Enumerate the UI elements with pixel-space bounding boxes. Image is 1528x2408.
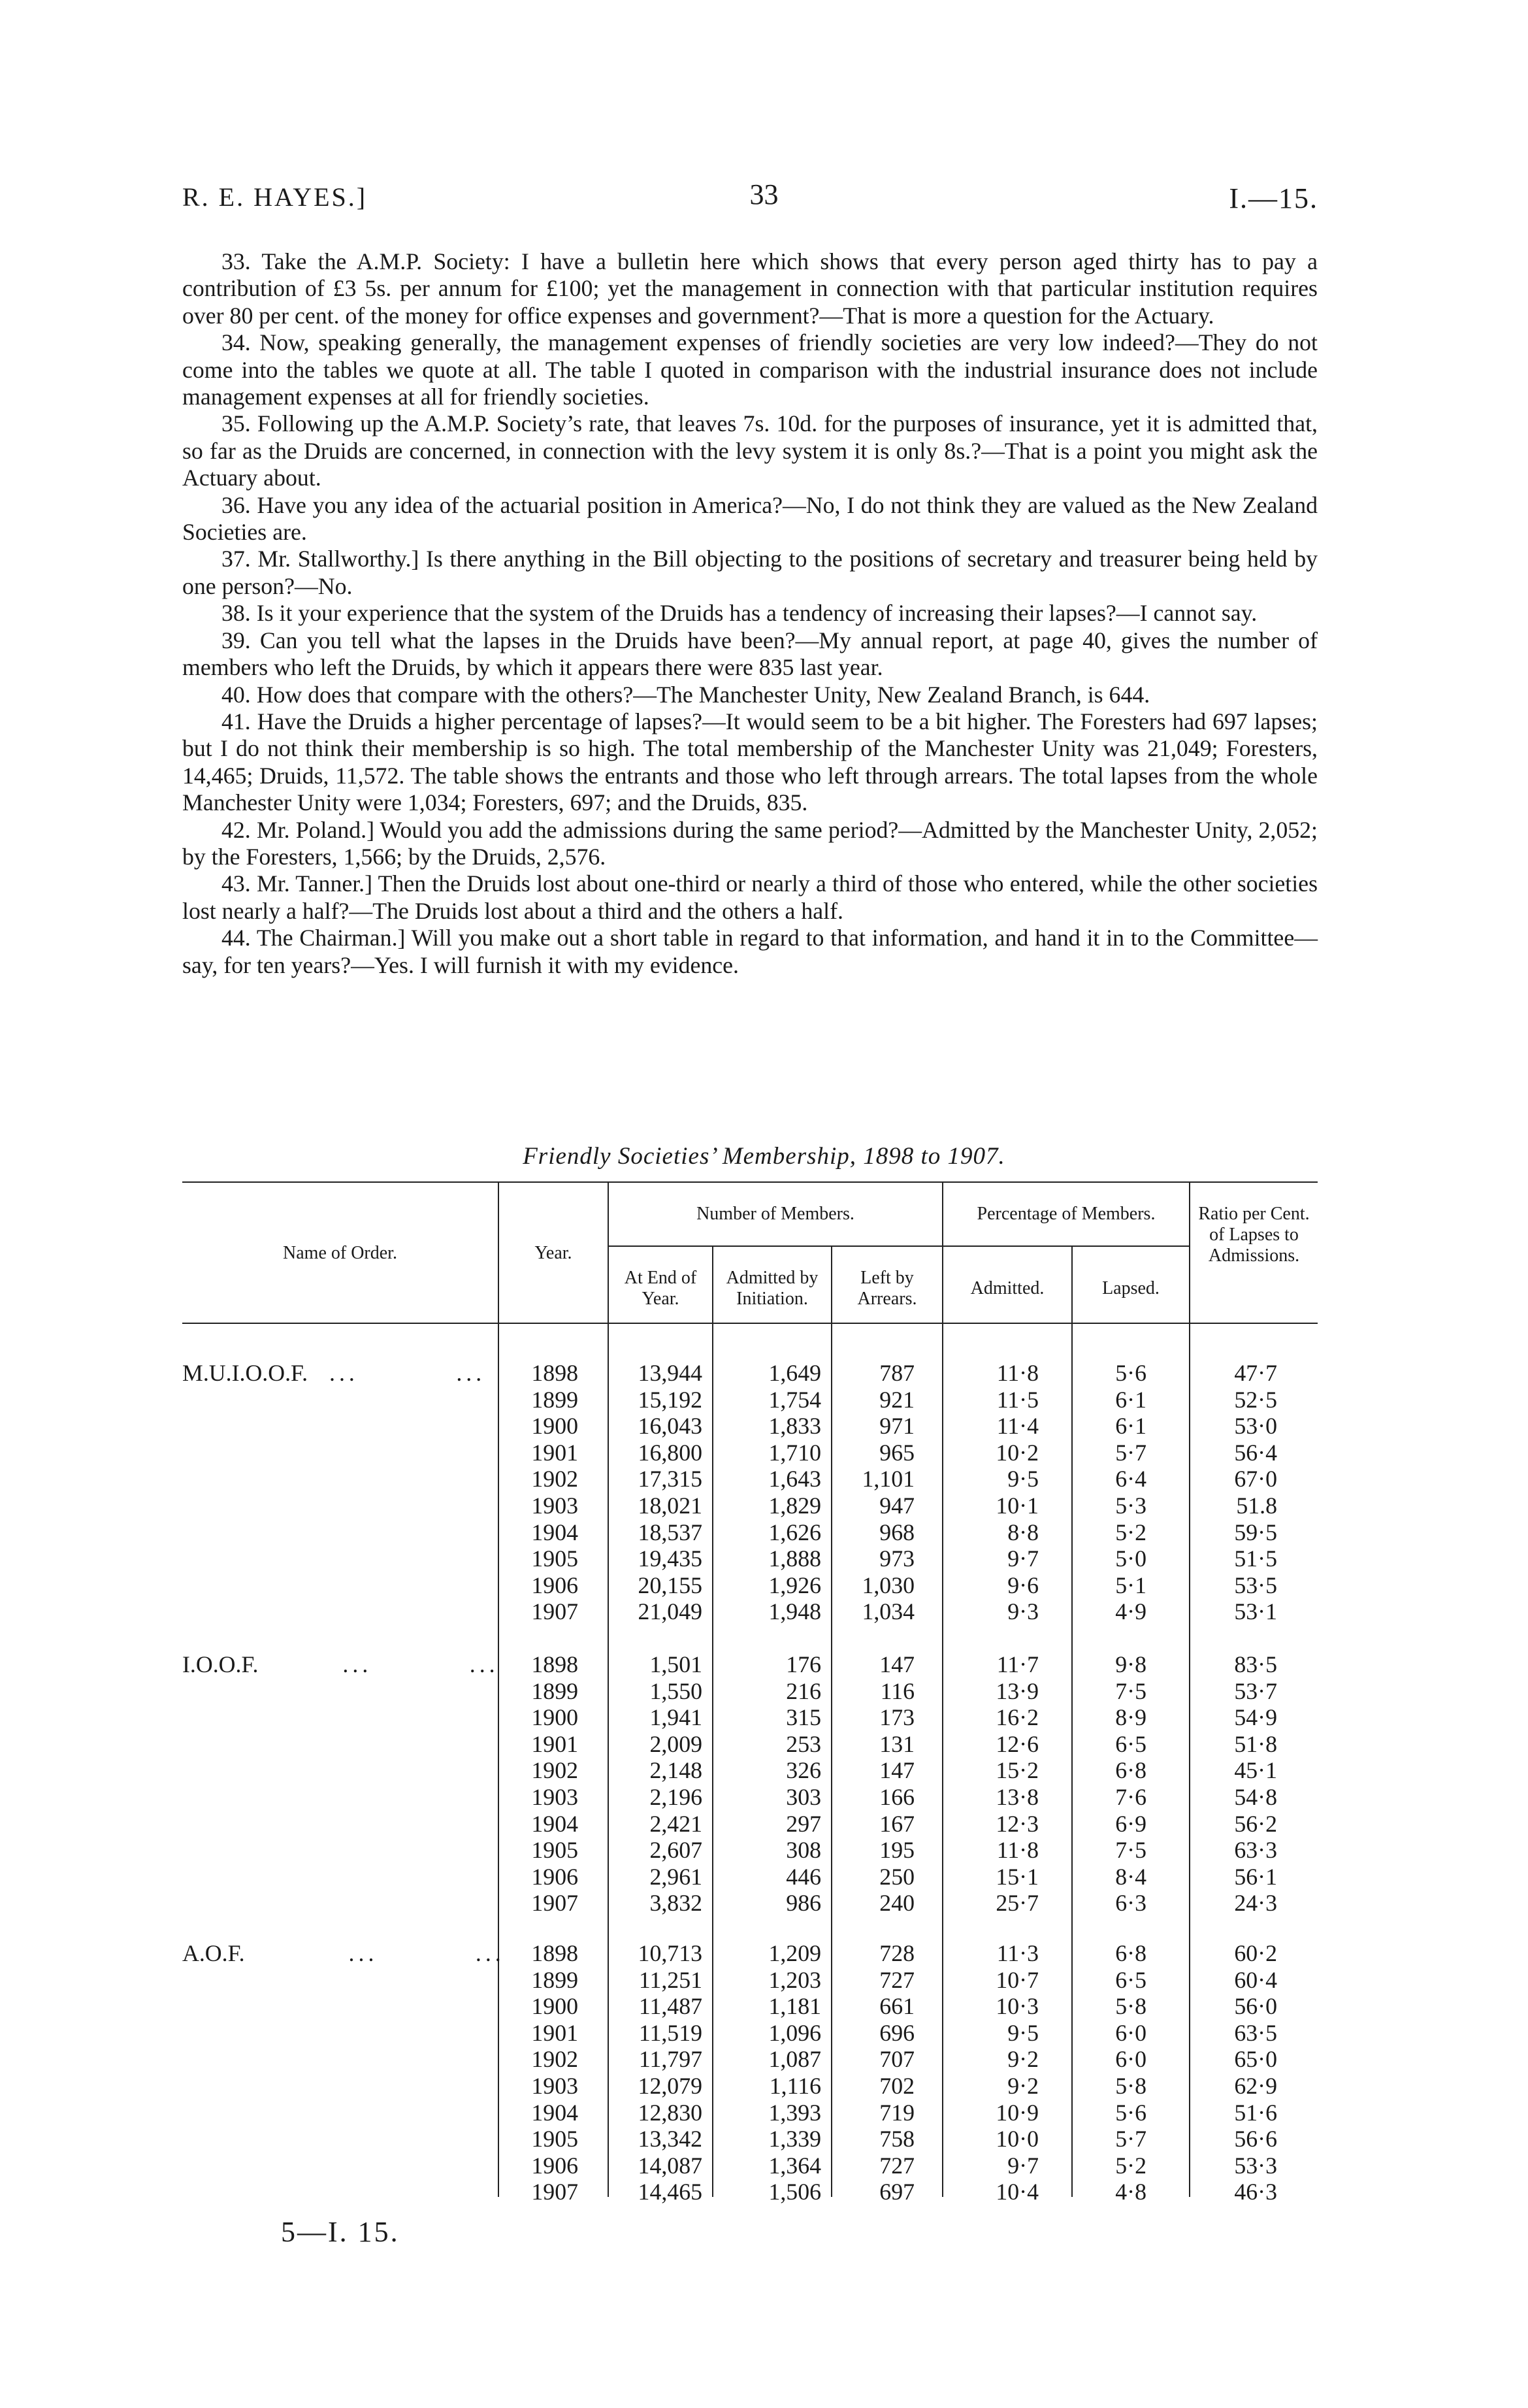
lapsed-percent-cell: 5·3 <box>1115 1493 1146 1519</box>
admitted-percent-cell: 10·3 <box>996 1993 1039 2020</box>
order-name-label: M.U.I.O.O.F. <box>182 1360 308 1386</box>
end-of-year-cell: 16,043 <box>638 1413 702 1440</box>
admitted-by-initiation-cell: 1,626 <box>768 1519 821 1545</box>
admitted-by-initiation-cell: 1,829 <box>768 1493 821 1519</box>
end-of-year-cell: 2,148 <box>649 1757 702 1784</box>
lapsed-percent-cell: 6·3 <box>1115 1890 1146 1917</box>
end-of-year-cell: 1,941 <box>649 1704 702 1731</box>
end-of-year-cell: 2,421 <box>649 1810 702 1837</box>
admitted-by-initiation-cell: 1,754 <box>768 1386 821 1413</box>
end-of-year-cell: 10,713 <box>638 1940 702 1966</box>
admitted-percent-cell: 11·7 <box>996 1651 1039 1677</box>
end-of-year-cell: 19,435 <box>638 1545 702 1572</box>
header-admitted: Admitted. <box>970 1278 1045 1298</box>
admitted-percent-cell: 8·8 <box>1007 1519 1039 1545</box>
left-by-arrears-cell: 131 <box>879 1730 915 1757</box>
admitted-by-initiation-cell: 1,203 <box>768 1966 821 1993</box>
order-name-label: I.O.O.F. <box>182 1651 259 1677</box>
lapsed-percent-cell: 5·0 <box>1115 1545 1146 1572</box>
table-row <box>0 2045 1528 2072</box>
admitted-by-initiation-cell: 1,643 <box>768 1466 821 1493</box>
end-of-year-cell: 1,501 <box>649 1651 702 1677</box>
year-cell: 1907 <box>531 2179 578 2205</box>
admitted-percent-cell: 10·1 <box>996 1493 1039 1519</box>
table-row <box>0 1439 1528 1466</box>
end-of-year-cell: 3,832 <box>649 1890 702 1917</box>
year-cell: 1906 <box>531 1863 578 1890</box>
year-cell: 1904 <box>531 2099 578 2126</box>
year-cell: 1900 <box>531 1413 578 1440</box>
year-cell: 1903 <box>531 1784 578 1810</box>
admitted-percent-cell: 10·7 <box>996 1966 1039 1993</box>
admitted-percent-cell: 12·6 <box>996 1730 1039 1757</box>
paragraph: 37. Mr. Stallworthy.] Is there anything in the Bill objecting to the positions of secretary and treasurer being held by one person?—No. <box>182 546 1318 599</box>
ratio-cell: 67·0 <box>1234 1466 1277 1493</box>
table-top-rule <box>182 1181 1318 1183</box>
ratio-cell: 53·3 <box>1234 2152 1277 2179</box>
lapsed-percent-cell: 6·8 <box>1115 1757 1146 1784</box>
year-cell: 1906 <box>531 2152 578 2179</box>
admitted-by-initiation-cell: 308 <box>786 1837 821 1864</box>
admitted-by-initiation-cell: 1,181 <box>768 1993 821 2020</box>
paragraph: 40. How does that compare with the others?—The Manchester Unity, New Zealand Branch, is 644. <box>221 681 1150 708</box>
ratio-cell: 63·3 <box>1234 1837 1277 1864</box>
signature-mark: 5—I. 15. <box>281 2216 400 2248</box>
paragraph: 43. Mr. Tanner.] Then the Druids lost about one-third or nearly a third of those who entered, while the other societies lost nearly a half?—The Druids lost about a third and the others a half. <box>182 870 1318 924</box>
end-of-year-cell: 1,550 <box>649 1677 702 1704</box>
paragraph: 44. The Chairman.] Will you make out a short table in regard to that information, and hand it in to the Committee—say, for ten years?—Yes. I will furnish it with my evidence. <box>182 925 1318 978</box>
admitted-by-initiation-cell: 1,339 <box>768 2126 821 2152</box>
left-by-arrears-cell: 702 <box>879 2073 915 2099</box>
end-of-year-cell: 2,607 <box>649 1837 702 1864</box>
evidence-text <box>182 248 1318 979</box>
ratio-cell: 51·5 <box>1234 1545 1277 1572</box>
ratio-cell: 53·1 <box>1234 1598 1277 1625</box>
year-cell: 1899 <box>531 1677 578 1704</box>
table-row <box>0 1651 1528 1677</box>
left-by-arrears-cell: 1,030 <box>862 1572 915 1598</box>
left-by-arrears-cell: 727 <box>879 1966 915 1993</box>
lapsed-percent-cell: 6·5 <box>1115 1730 1146 1757</box>
admitted-by-initiation-cell: 253 <box>786 1730 821 1757</box>
year-cell: 1899 <box>531 1966 578 1993</box>
end-of-year-cell: 18,021 <box>638 1493 702 1519</box>
admitted-percent-cell: 11·5 <box>996 1386 1039 1413</box>
paragraph: 34. Now, speaking generally, the management expenses of friendly societies are very low indeed?—They do not come into the tables we quote at all. The table I quoted in comparison with the industrial insurance does not include management expenses at all for friendly societies. <box>182 329 1318 410</box>
admitted-by-initiation-cell: 176 <box>786 1651 821 1677</box>
ratio-cell: 53·5 <box>1234 1572 1277 1598</box>
lapsed-percent-cell: 6·1 <box>1115 1386 1146 1413</box>
admitted-by-initiation-cell: 1,506 <box>768 2179 821 2205</box>
subheader-rule-number <box>608 1245 942 1247</box>
admitted-percent-cell: 11·4 <box>996 1413 1039 1440</box>
admitted-by-initiation-cell: 986 <box>786 1890 821 1917</box>
subheader-rule-percentage <box>942 1245 1189 1247</box>
admitted-by-initiation-cell: 326 <box>786 1757 821 1784</box>
table-row <box>0 2178 1528 2205</box>
end-of-year-cell: 13,342 <box>638 2126 702 2152</box>
header-end-of-year: At End of Year. <box>624 1268 697 1309</box>
lapsed-percent-cell: 5·7 <box>1115 2126 1146 2152</box>
end-of-year-cell: 2,961 <box>649 1863 702 1890</box>
lapsed-percent-cell: 5·1 <box>1115 1572 1146 1598</box>
left-by-arrears-cell: 696 <box>879 2019 915 2046</box>
end-of-year-cell: 11,251 <box>638 1966 702 1993</box>
admitted-by-initiation-cell: 1,926 <box>768 1572 821 1598</box>
admitted-by-initiation-cell: 1,393 <box>768 2099 821 2126</box>
paragraph: 36. Have you any idea of the actuarial position in America?—No, I do not think they are valued as the New Zealand Societies are. <box>182 491 1318 546</box>
admitted-percent-cell: 11·8 <box>996 1360 1039 1386</box>
left-by-arrears-cell: 965 <box>879 1439 915 1466</box>
admitted-by-initiation-cell: 1,209 <box>768 1940 821 1966</box>
admitted-percent-cell: 13·8 <box>996 1784 1039 1810</box>
leader-dots: ... ... <box>342 1651 499 1677</box>
lapsed-percent-cell: 7·5 <box>1115 1837 1146 1864</box>
ratio-cell: 46·3 <box>1234 2179 1277 2205</box>
year-cell: 1901 <box>531 2019 578 2046</box>
lapsed-percent-cell: 4·8 <box>1115 2179 1146 2205</box>
year-cell: 1905 <box>531 2126 578 2152</box>
table-row <box>0 1810 1528 1837</box>
ratio-cell: 24·3 <box>1234 1890 1277 1917</box>
lapsed-percent-cell: 7·6 <box>1115 1784 1146 1810</box>
admitted-by-initiation-cell: 1,364 <box>768 2152 821 2179</box>
paragraph: 33. Take the A.M.P. Society: I have a bulletin here which shows that every person aged thirty has to pay a contribution of £3 5s. per annum for £100; yet the management in connection with that particular institution requires over 80 per cent. of the money for office expenses and government?—That is more a question for the Actuary. <box>182 248 1318 329</box>
admitted-percent-cell: 10·0 <box>996 2126 1039 2152</box>
year-cell: 1898 <box>531 1360 578 1386</box>
leader-dots: ... ... <box>348 1940 505 1966</box>
lapsed-percent-cell: 6·9 <box>1115 1810 1146 1837</box>
header-percentage-of-members: Percentage of Members. <box>977 1204 1156 1224</box>
admitted-percent-cell: 9·2 <box>1007 2073 1039 2099</box>
ratio-cell: 51·8 <box>1234 1730 1277 1757</box>
table-row <box>0 1386 1528 1413</box>
left-by-arrears-cell: 195 <box>879 1837 915 1864</box>
admitted-percent-cell: 10·4 <box>996 2179 1039 2205</box>
end-of-year-cell: 11,519 <box>638 2019 702 2046</box>
table-row <box>0 1939 1528 1966</box>
left-by-arrears-cell: 719 <box>879 2099 915 2126</box>
admitted-by-initiation-cell: 1,649 <box>768 1360 821 1386</box>
lapsed-percent-cell: 5·8 <box>1115 2073 1146 2099</box>
admitted-by-initiation-cell: 1,948 <box>768 1598 821 1625</box>
admitted-by-initiation-cell: 216 <box>786 1677 821 1704</box>
year-cell: 1905 <box>531 1545 578 1572</box>
ratio-cell: 56·0 <box>1234 1993 1277 2020</box>
table-row <box>0 1889 1528 1916</box>
year-cell: 1898 <box>531 1940 578 1966</box>
page-number: 33 <box>749 178 779 210</box>
ratio-cell: 60·4 <box>1234 1966 1277 1993</box>
ratio-cell: 56·4 <box>1234 1439 1277 1466</box>
header-left-by-arrears: Left by Arrears. <box>857 1268 917 1309</box>
admitted-percent-cell: 9·2 <box>1007 2046 1039 2073</box>
ratio-cell: 53·0 <box>1234 1413 1277 1440</box>
left-by-arrears-cell: 166 <box>879 1784 915 1810</box>
year-cell: 1900 <box>531 1704 578 1731</box>
table-row <box>0 1992 1528 2019</box>
header-ratio: Ratio per Cent. of Lapses to Admissions. <box>1198 1204 1310 1266</box>
admitted-by-initiation-cell: 297 <box>786 1810 821 1837</box>
year-cell: 1903 <box>531 2073 578 2099</box>
end-of-year-cell: 12,830 <box>638 2099 702 2126</box>
lapsed-percent-cell: 8·9 <box>1115 1704 1146 1731</box>
table-header-rule <box>182 1323 1318 1324</box>
table-row <box>0 1519 1528 1545</box>
lapsed-percent-cell: 8·4 <box>1115 1863 1146 1890</box>
ratio-cell: 56·6 <box>1234 2126 1277 2152</box>
table-row <box>0 1359 1528 1386</box>
admitted-by-initiation-cell: 1,888 <box>768 1545 821 1572</box>
table-row <box>0 1598 1528 1625</box>
lapsed-percent-cell: 7·5 <box>1115 1677 1146 1704</box>
year-cell: 1906 <box>531 1572 578 1598</box>
end-of-year-cell: 14,087 <box>638 2152 702 2179</box>
admitted-percent-cell: 12·3 <box>996 1810 1039 1837</box>
admitted-by-initiation-cell: 1,710 <box>768 1439 821 1466</box>
left-by-arrears-cell: 1,034 <box>862 1598 915 1625</box>
ratio-cell: 83·5 <box>1234 1651 1277 1677</box>
table-row <box>0 1572 1528 1598</box>
table-row <box>0 1783 1528 1810</box>
ratio-cell: 54·8 <box>1234 1784 1277 1810</box>
end-of-year-cell: 11,797 <box>638 2046 702 2073</box>
ratio-cell: 63·5 <box>1234 2019 1277 2046</box>
admitted-by-initiation-cell: 1,096 <box>768 2019 821 2046</box>
table-title: Friendly Societies’ Membership, 1898 to 1907. <box>523 1143 1005 1170</box>
admitted-percent-cell: 16·2 <box>996 1704 1039 1731</box>
left-by-arrears-cell: 1,101 <box>862 1466 915 1493</box>
lapsed-percent-cell: 5·2 <box>1115 2152 1146 2179</box>
table-row <box>0 1966 1528 1993</box>
ratio-cell: 65·0 <box>1234 2046 1277 2073</box>
end-of-year-cell: 13,944 <box>638 1360 702 1386</box>
lapsed-percent-cell: 4·9 <box>1115 1598 1146 1625</box>
ratio-cell: 45·1 <box>1234 1757 1277 1784</box>
table-row <box>0 1545 1528 1572</box>
table-row <box>0 1704 1528 1730</box>
table-row <box>0 2099 1528 2126</box>
ratio-cell: 47·7 <box>1234 1360 1277 1386</box>
left-by-arrears-cell: 147 <box>879 1651 915 1677</box>
ratio-cell: 51·6 <box>1234 2099 1277 2126</box>
left-by-arrears-cell: 173 <box>879 1704 915 1731</box>
table-row <box>0 2152 1528 2179</box>
year-cell: 1904 <box>531 1519 578 1545</box>
table-row <box>0 1863 1528 1890</box>
lapsed-percent-cell: 9·8 <box>1115 1651 1146 1677</box>
paragraph: 35. Following up the A.M.P. Society’s rate, that leaves 7s. 10d. for the purposes of insurance, yet it is admitted that, so far as the Druids are concerned, in connection with the levy system it is only 8s.?—That is a point you might ask the Actuary about. <box>182 410 1318 491</box>
admitted-percent-cell: 10·9 <box>996 2099 1039 2126</box>
admitted-by-initiation-cell: 446 <box>786 1863 821 1890</box>
lapsed-percent-cell: 6·0 <box>1115 2019 1146 2046</box>
admitted-percent-cell: 9·3 <box>1007 1598 1039 1625</box>
left-by-arrears-cell: 116 <box>880 1677 915 1704</box>
admitted-percent-cell: 25·7 <box>996 1890 1039 1917</box>
year-cell: 1900 <box>531 1993 578 2020</box>
left-by-arrears-cell: 707 <box>879 2046 915 2073</box>
running-head-witness: R. E. HAYES.] <box>182 182 368 212</box>
table-row <box>0 2072 1528 2099</box>
lapsed-percent-cell: 5·6 <box>1115 2099 1146 2126</box>
year-cell: 1901 <box>531 1439 578 1466</box>
lapsed-percent-cell: 6·1 <box>1115 1413 1146 1440</box>
year-cell: 1898 <box>531 1651 578 1677</box>
header-lapsed: Lapsed. <box>1102 1278 1160 1298</box>
admitted-percent-cell: 10·2 <box>996 1439 1039 1466</box>
header-name-of-order: Name of Order. <box>283 1243 397 1263</box>
admitted-percent-cell: 15·2 <box>996 1757 1039 1784</box>
left-by-arrears-cell: 971 <box>879 1413 915 1440</box>
year-cell: 1903 <box>531 1493 578 1519</box>
ratio-cell: 60·2 <box>1234 1940 1277 1966</box>
year-cell: 1902 <box>531 1757 578 1784</box>
lapsed-percent-cell: 5·2 <box>1115 1519 1146 1545</box>
left-by-arrears-cell: 240 <box>879 1890 915 1917</box>
admitted-percent-cell: 9·7 <box>1007 2152 1039 2179</box>
header-number-of-members: Number of Members. <box>696 1204 854 1224</box>
admitted-by-initiation-cell: 1,833 <box>768 1413 821 1440</box>
end-of-year-cell: 17,315 <box>638 1466 702 1493</box>
lapsed-percent-cell: 6·5 <box>1115 1966 1146 1993</box>
year-cell: 1905 <box>531 1837 578 1864</box>
admitted-by-initiation-cell: 1,116 <box>769 2073 821 2099</box>
order-name-label: A.O.F. <box>182 1940 245 1966</box>
table-row <box>0 1730 1528 1757</box>
end-of-year-cell: 15,192 <box>638 1386 702 1413</box>
ratio-cell: 56·1 <box>1234 1863 1277 1890</box>
table-row <box>0 1492 1528 1519</box>
year-cell: 1907 <box>531 1598 578 1625</box>
left-by-arrears-cell: 968 <box>879 1519 915 1545</box>
ratio-cell: 51.8 <box>1236 1493 1277 1519</box>
left-by-arrears-cell: 727 <box>879 2152 915 2179</box>
year-cell: 1902 <box>531 2046 578 2073</box>
end-of-year-cell: 20,155 <box>638 1572 702 1598</box>
left-by-arrears-cell: 167 <box>879 1810 915 1837</box>
ratio-cell: 59·5 <box>1234 1519 1277 1545</box>
leader-dots: ... ... <box>329 1360 486 1386</box>
ratio-cell: 53·7 <box>1234 1677 1277 1704</box>
table-row <box>0 1677 1528 1704</box>
end-of-year-cell: 2,009 <box>649 1730 702 1757</box>
header-year: Year. <box>534 1243 572 1263</box>
paragraph: 41. Have the Druids a higher percentage of lapses?—It would seem to be a bit higher. The Foresters had 697 lapses; but I do not think their membership is so high. The total membership of the Manchester Unity was 21,049; Foresters, 14,465; Druids, 11,572. The table shows the entrants and those who left through arrears. The total lapses from the whole Manchester Unity were 1,034; Foresters, 697; and the Druids, 835. <box>182 708 1318 816</box>
left-by-arrears-cell: 973 <box>879 1545 915 1572</box>
ratio-cell: 62·9 <box>1234 2073 1277 2099</box>
table-row <box>0 1412 1528 1439</box>
table-row <box>0 2019 1528 2046</box>
left-by-arrears-cell: 250 <box>879 1863 915 1890</box>
year-cell: 1899 <box>531 1386 578 1413</box>
year-cell: 1907 <box>531 1890 578 1917</box>
ratio-cell: 52·5 <box>1234 1386 1277 1413</box>
ratio-cell: 56·2 <box>1234 1810 1277 1837</box>
end-of-year-cell: 14,465 <box>638 2179 702 2205</box>
admitted-percent-cell: 9·5 <box>1007 2019 1039 2046</box>
admitted-by-initiation-cell: 315 <box>786 1704 821 1731</box>
end-of-year-cell: 16,800 <box>638 1439 702 1466</box>
left-by-arrears-cell: 947 <box>879 1493 915 1519</box>
admitted-percent-cell: 9·7 <box>1007 1545 1039 1572</box>
admitted-percent-cell: 11·8 <box>996 1837 1039 1864</box>
admitted-percent-cell: 15·1 <box>996 1863 1039 1890</box>
left-by-arrears-cell: 661 <box>879 1993 915 2020</box>
lapsed-percent-cell: 5·8 <box>1115 1993 1146 2020</box>
header-admitted-by-initiation: Admitted by Initiation. <box>726 1268 819 1309</box>
left-by-arrears-cell: 787 <box>879 1360 915 1386</box>
admitted-percent-cell: 9·5 <box>1007 1466 1039 1493</box>
admitted-by-initiation-cell: 303 <box>786 1784 821 1810</box>
end-of-year-cell: 18,537 <box>638 1519 702 1545</box>
end-of-year-cell: 11,487 <box>638 1993 702 2020</box>
admitted-by-initiation-cell: 1,087 <box>768 2046 821 2073</box>
left-by-arrears-cell: 147 <box>879 1757 915 1784</box>
admitted-percent-cell: 9·6 <box>1007 1572 1039 1598</box>
lapsed-percent-cell: 6·0 <box>1115 2046 1146 2073</box>
lapsed-percent-cell: 6·8 <box>1115 1940 1146 1966</box>
lapsed-percent-cell: 5·7 <box>1115 1439 1146 1466</box>
table-row <box>0 1465 1528 1492</box>
admitted-percent-cell: 11·3 <box>996 1940 1039 1966</box>
left-by-arrears-cell: 921 <box>879 1386 915 1413</box>
left-by-arrears-cell: 697 <box>879 2179 915 2205</box>
left-by-arrears-cell: 758 <box>879 2126 915 2152</box>
end-of-year-cell: 21,049 <box>638 1598 702 1625</box>
year-cell: 1901 <box>531 1730 578 1757</box>
lapsed-percent-cell: 5·6 <box>1115 1360 1146 1386</box>
end-of-year-cell: 2,196 <box>649 1784 702 1810</box>
ratio-cell: 54·9 <box>1234 1704 1277 1731</box>
end-of-year-cell: 12,079 <box>638 2073 702 2099</box>
paper-reference: I.—15. <box>1229 182 1318 214</box>
left-by-arrears-cell: 728 <box>879 1940 915 1966</box>
paragraph: 42. Mr. Poland.] Would you add the admissions during the same period?—Admitted by the Manchester Unity, 2,052; by the Foresters, 1,566; by the Druids, 2,576. <box>182 816 1318 870</box>
table-row <box>0 1836 1528 1863</box>
table-row <box>0 2125 1528 2152</box>
year-cell: 1904 <box>531 1810 578 1837</box>
table-row <box>0 1757 1528 1783</box>
admitted-percent-cell: 13·9 <box>996 1677 1039 1704</box>
lapsed-percent-cell: 6·4 <box>1115 1466 1146 1493</box>
year-cell: 1902 <box>531 1466 578 1493</box>
paragraph: 39. Can you tell what the lapses in the Druids have been?—My annual report, at page 40, gives the number of members who left the Druids, by which it appears there were 835 last year. <box>182 627 1318 681</box>
paragraph: 38. Is it your experience that the system of the Druids has a tendency of increasing their lapses?—I cannot say. <box>221 600 1258 627</box>
